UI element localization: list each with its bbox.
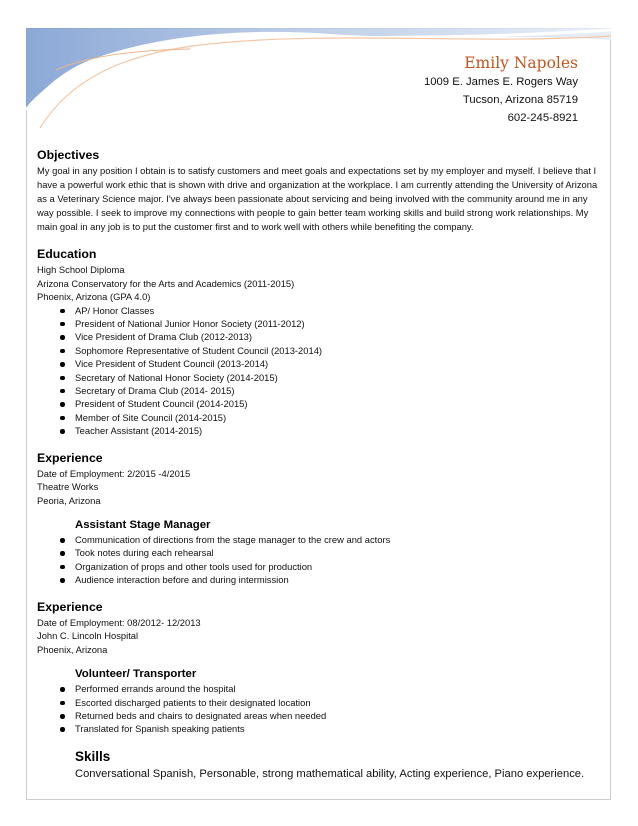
education-line: High School Diploma	[37, 264, 125, 275]
experience-line: Peoria, Arizona	[37, 494, 101, 506]
resume-body	[37, 147, 599, 782]
education-list	[37, 304, 599, 438]
list-item: Translated for Spanish speaking patients	[75, 722, 599, 735]
experience-line: Phoenix, Arizona	[37, 643, 108, 655]
education-line: Phoenix, Arizona (GPA 4.0)	[37, 291, 151, 302]
list-item: Member of Site Council (2014-2015)	[75, 411, 599, 424]
list-item: Vice President of Drama Club (2012-2013)	[75, 330, 599, 343]
job-duties-list	[37, 533, 599, 587]
address-line-1: 1009 E. James E. Rogers Way	[423, 76, 578, 88]
list-item: Secretary of Drama Club (2014- 2015)	[75, 384, 599, 397]
job-title: Assistant Stage Manager	[75, 519, 211, 532]
list-item: Escorted discharged patients to their designated location	[75, 696, 599, 709]
experience-heading: Experience	[37, 599, 103, 614]
list-item: Sophomore Representative of Student Council (2013-2014)	[75, 344, 599, 357]
list-item: President of National Junior Honor Society (2011-2012)	[75, 317, 599, 330]
job-duties-list	[37, 682, 599, 736]
address-line-2: Tucson, Arizona 85719	[462, 94, 578, 106]
list-item: Teacher Assistant (2014-2015)	[75, 424, 599, 437]
experience-line: John C. Lincoln Hospital	[37, 630, 139, 642]
list-item: Took notes during each rehearsal	[75, 546, 599, 559]
list-item: Vice President of Student Council (2013-2014)	[75, 357, 599, 370]
list-item: Secretary of National Honor Society (2014-2015)	[75, 371, 599, 384]
objectives-heading: Objectives	[37, 148, 100, 162]
experience-line: Date of Employment: 2/2015 -4/2015	[37, 467, 191, 479]
phone-number: 602-245-8921	[507, 112, 578, 124]
experience-line: Date of Employment: 08/2012- 12/2013	[37, 616, 201, 628]
skills-text: Conversational Spanish, Personable, strong mathematical ability, Acting experience, Piano experience.	[75, 767, 585, 780]
applicant-name: Emily Napoles	[464, 54, 578, 72]
list-item: Audience interaction before and during intermission	[75, 573, 599, 586]
job-title: Volunteer/ Transporter	[75, 668, 197, 681]
list-item: Returned beds and chairs to designated areas when needed	[75, 709, 599, 722]
list-item: Organization of props and other tools used for production	[75, 560, 599, 573]
education-line: Arizona Conservatory for the Arts and Academics (2011-2015)	[37, 277, 295, 289]
education-heading: Education	[37, 247, 97, 261]
list-item: Performed errands around the hospital	[75, 682, 599, 695]
objectives-text: My goal in any position I obtain is to satisfy customers and meet goals and expectations set by my employer and myself. I believe that I have a powerful work ethic that is shown with drive and organization at the workplace. I am currently attending the University of Arizona as a Veterinary Science major. I've always been passionate about servicing and being involved with the community around me in any way possible. I seek to improve my connections with people to gain better team working skills and build strong work relationships. My main goal in any job is to put the customer first and to work well with others while benefiting the company.	[37, 165, 598, 232]
contact-header	[424, 53, 578, 127]
list-item: AP/ Honor Classes	[75, 304, 599, 317]
skills-heading: Skills	[75, 748, 111, 764]
experience-heading: Experience	[37, 450, 103, 465]
list-item: Communication of directions from the stage manager to the crew and actors	[75, 533, 599, 546]
experience-line: Theatre Works	[37, 481, 99, 493]
list-item: President of Student Council (2014-2015)	[75, 397, 599, 410]
